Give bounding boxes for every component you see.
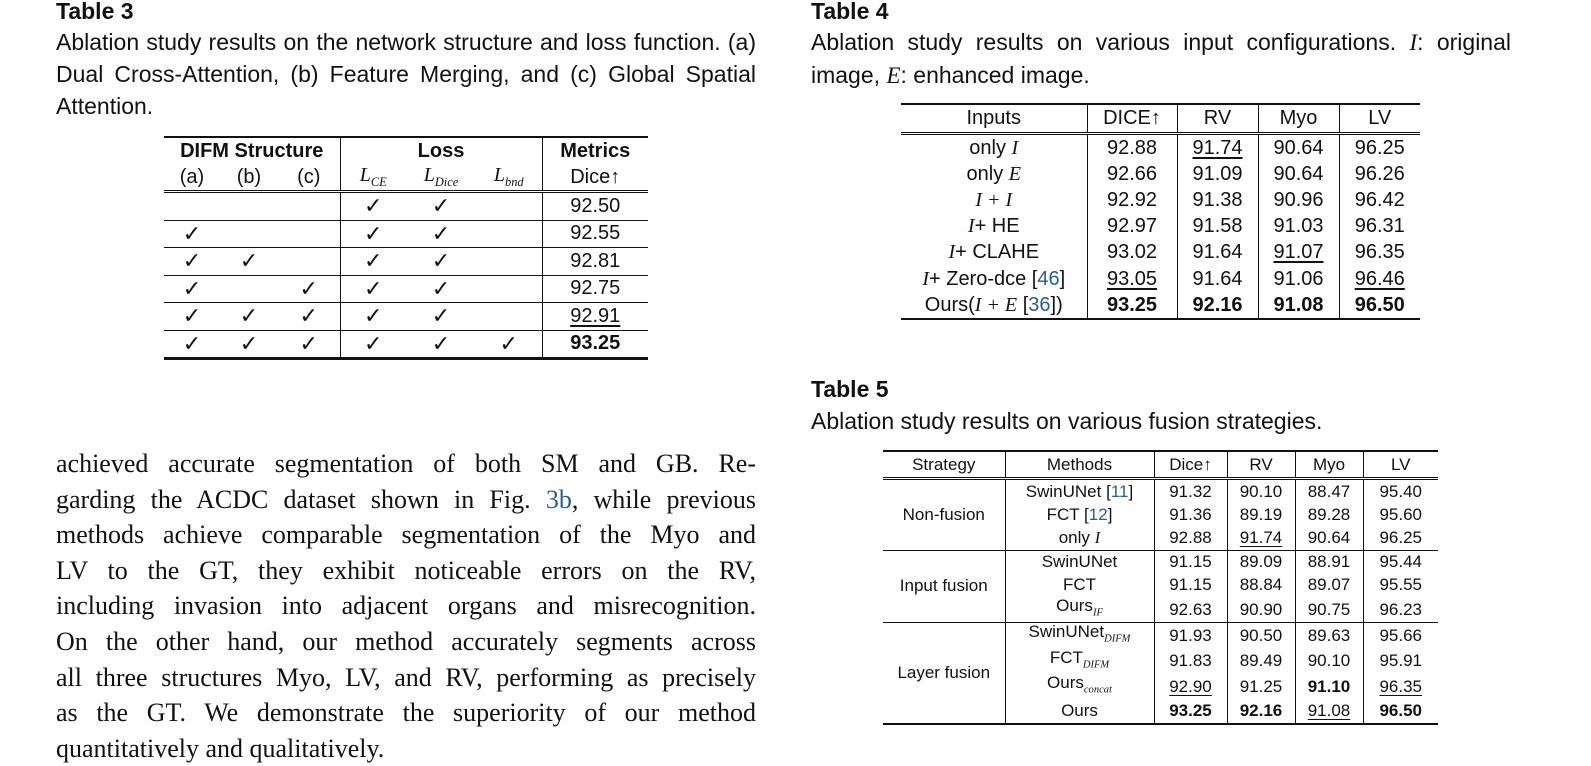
metric-value: 91.03 — [1258, 214, 1339, 240]
method-label: SwinUNet [11] — [1005, 479, 1154, 504]
paragraph-line: including invasion into adjacent organs and misrecognition. — [56, 591, 756, 621]
checkmark-icon: ✓ — [182, 220, 202, 246]
citation-link[interactable]: 46 — [1037, 267, 1060, 290]
metric-value: 96.31 — [1354, 215, 1405, 238]
metric-value: 90.90 — [1227, 597, 1295, 623]
metric-value: 90.96 — [1258, 187, 1339, 213]
check-cell-a — [164, 220, 220, 248]
metric-value: 89.09 — [1227, 550, 1295, 574]
dice-value: 92.75 — [542, 275, 648, 303]
metric-value: 89.19 — [1227, 503, 1295, 526]
check-cell-dice — [406, 192, 476, 221]
check-cell-b — [220, 303, 278, 331]
metric-value: 91.10 — [1295, 674, 1363, 699]
metric-value: 89.28 — [1295, 503, 1363, 526]
figure-link[interactable]: 3b — [545, 484, 572, 514]
metric-value: 96.42 — [1354, 188, 1405, 211]
strategy-label: Non-fusion — [883, 479, 1005, 551]
metric-value: 96.23 — [1379, 599, 1423, 619]
metric-value: 96.46 — [1354, 267, 1405, 290]
table4-caption: Ablation study results on various input configurations. I: original image, E: enhanced image. — [811, 29, 1511, 88]
metric-value: 92.66 — [1087, 161, 1177, 187]
checkmark-icon: ✓ — [431, 330, 451, 356]
input-label: only E — [901, 161, 1087, 187]
body-paragraph — [56, 446, 756, 766]
metric-value: 96.26 — [1354, 162, 1405, 185]
check-cell-bnd — [476, 275, 542, 303]
checkmark-icon: ✓ — [431, 220, 451, 246]
header-strategy: Strategy — [883, 451, 1005, 479]
check-cell-c — [278, 275, 340, 303]
metric-value: 92.97 — [1087, 214, 1177, 240]
table4 — [901, 103, 1420, 320]
metric-value: 91.83 — [1154, 649, 1227, 674]
table-row — [901, 161, 1420, 187]
check-cell-ce — [340, 330, 406, 359]
metric-value: 91.08 — [1295, 700, 1363, 724]
checkmark-icon: ✓ — [431, 193, 451, 219]
header-rv: RV — [1177, 104, 1258, 134]
check-cell-bnd — [476, 192, 542, 221]
metric-value: 88.47 — [1295, 479, 1363, 504]
metric-value: 89.63 — [1295, 623, 1363, 649]
metric-value: 95.66 — [1363, 623, 1438, 649]
metric-value: 91.15 — [1154, 550, 1227, 574]
header-a: (a) — [164, 164, 220, 192]
metric-value: 96.25 — [1379, 527, 1423, 547]
check-cell-dice — [406, 275, 476, 303]
metric-value: 95.60 — [1379, 504, 1423, 524]
table5-caption: Ablation study results on various fusion strategies. — [811, 408, 1323, 434]
paragraph-line: achieved accurate segmentation of both SM and GB. Re- — [56, 449, 756, 478]
metric-value: 92.90 — [1154, 674, 1227, 699]
checkmark-icon: ✓ — [182, 330, 202, 356]
method-label: SwinUNet — [1005, 550, 1154, 574]
check-cell-c — [278, 220, 340, 248]
strategy-label: Input fusion — [883, 550, 1005, 623]
checkmark-icon: ✓ — [364, 330, 383, 356]
metric-value: 92.88 — [1087, 134, 1177, 162]
table3-title: Table 3 — [56, 0, 134, 24]
checkmark-icon: ✓ — [239, 303, 259, 329]
checkmark-icon: ✓ — [364, 248, 383, 274]
metric-value: 92.88 — [1154, 526, 1227, 550]
header-dice: Dice↑ — [542, 164, 648, 192]
check-cell-c — [278, 192, 340, 221]
metric-value: 91.74 — [1227, 526, 1295, 550]
header-dice: Dice↑ — [1154, 451, 1227, 479]
check-cell-bnd — [476, 303, 542, 331]
checkmark-icon: ✓ — [364, 220, 383, 246]
checkmark-icon: ✓ — [364, 275, 383, 301]
checkmark-icon: ✓ — [299, 303, 318, 329]
table-row — [901, 187, 1420, 213]
metric-value: 91.25 — [1227, 674, 1295, 699]
check-cell-bnd — [476, 220, 542, 248]
metric-value: 88.84 — [1227, 574, 1295, 597]
dice-value: 92.81 — [542, 248, 648, 276]
checkmark-icon: ✓ — [182, 275, 202, 301]
metric-value: 96.35 — [1379, 676, 1423, 696]
metric-value: 91.32 — [1154, 479, 1227, 504]
citation-link[interactable]: 11 — [1110, 481, 1129, 501]
metric-value: 95.40 — [1363, 479, 1438, 504]
header-lv: LV — [1339, 104, 1420, 134]
metric-value: 91.93 — [1154, 623, 1227, 649]
table4-title: Table 4 — [811, 0, 889, 24]
metric-value: 96.50 — [1354, 293, 1405, 316]
metric-value: 93.25 — [1087, 292, 1177, 319]
paragraph-line: as the GT. We demonstrate the superiority of our method — [56, 698, 756, 728]
table-row — [164, 303, 648, 331]
table-row — [901, 292, 1420, 319]
check-cell-c — [278, 303, 340, 331]
checkmark-icon: ✓ — [182, 248, 202, 274]
method-label: FCT [12] — [1005, 503, 1154, 526]
header-lv: LV — [1363, 451, 1438, 479]
table-row — [883, 623, 1438, 649]
metric-value: 92.16 — [1177, 292, 1258, 319]
header-rv: RV — [1227, 451, 1295, 479]
check-cell-dice — [406, 220, 476, 248]
metric-value: 91.08 — [1258, 292, 1339, 319]
table-row — [164, 248, 648, 276]
header-c: (c) — [278, 164, 340, 192]
method-label: FCT — [1005, 574, 1154, 597]
metric-value: 91.06 — [1258, 266, 1339, 292]
checkmark-icon: ✓ — [299, 330, 318, 356]
check-cell-a — [164, 248, 220, 276]
check-cell-a — [164, 192, 220, 221]
checkmark-icon: ✓ — [239, 330, 259, 356]
check-cell-b — [220, 275, 278, 303]
metric-value: 92.16 — [1227, 700, 1295, 724]
method-label: Ours$_{IF}$ — [1005, 597, 1154, 623]
table-row — [901, 214, 1420, 240]
check-cell-b — [220, 220, 278, 248]
metric-value: 89.49 — [1227, 649, 1295, 674]
header-inputs: Inputs — [901, 104, 1087, 134]
metric-value: 91.64 — [1177, 266, 1258, 292]
header-metrics: Metrics — [560, 139, 631, 162]
dice-value: 92.50 — [542, 192, 648, 221]
metric-value: 91.07 — [1258, 240, 1339, 266]
checkmark-icon: ✓ — [431, 275, 451, 301]
table-row — [164, 220, 648, 248]
paragraph-line: methods achieve comparable segmentation of the Myo and — [56, 520, 756, 550]
paragraph-line: garding the ACDC dataset shown in Fig. 3b, while previous — [56, 484, 756, 514]
metric-value: 91.38 — [1177, 187, 1258, 213]
checkmark-icon: ✓ — [431, 303, 451, 329]
table5-title: Table 5 — [811, 376, 889, 402]
dice-value: 92.55 — [542, 220, 648, 248]
check-cell-ce — [340, 192, 406, 221]
check-cell-b — [220, 248, 278, 276]
metric-value: 93.25 — [1154, 700, 1227, 724]
check-cell-ce — [340, 275, 406, 303]
method-label: Ours$_{concat}$ — [1005, 674, 1154, 699]
table-row — [164, 330, 648, 359]
table-row — [901, 134, 1420, 162]
check-cell-a — [164, 275, 220, 303]
paragraph-line: quantitatively and qualitatively. — [56, 733, 385, 763]
metric-value: 96.50 — [1379, 701, 1423, 721]
table-row — [901, 266, 1420, 292]
check-cell-ce — [340, 220, 406, 248]
metric-value: 95.44 — [1363, 550, 1438, 574]
paragraph-line: all three structures Myo, LV, and RV, performing as precisely — [56, 662, 756, 692]
metric-value: 90.64 — [1258, 161, 1339, 187]
table3-caption: Ablation study results on the network structure and loss function. (a) Dual Cross-Attention, (b) Feature Merging, and (c) Global Spatial Attention. — [56, 29, 756, 119]
check-cell-b — [220, 330, 278, 359]
check-cell-dice — [406, 248, 476, 276]
checkmark-icon: ✓ — [299, 275, 318, 301]
checkmark-icon: ✓ — [364, 303, 383, 329]
checkmark-icon: ✓ — [364, 193, 383, 219]
header-methods: Methods — [1005, 451, 1154, 479]
header-dice: DICE↑ — [1087, 104, 1177, 134]
checkmark-icon: ✓ — [431, 248, 451, 274]
check-cell-a — [164, 330, 220, 359]
metric-value: 91.64 — [1177, 240, 1258, 266]
header-loss: Loss — [340, 137, 542, 164]
check-cell-bnd — [476, 248, 542, 276]
metric-value: 92.92 — [1087, 187, 1177, 213]
header-loss-bnd: $L_{bnd}$ — [476, 164, 542, 192]
input-label: Ours(I + E [36]) — [901, 292, 1087, 319]
table-row — [901, 240, 1420, 266]
method-label: SwinUNet$_{DIFM}$ — [1005, 623, 1154, 649]
check-cell-c — [278, 330, 340, 359]
header-b: (b) — [220, 164, 278, 192]
check-cell-ce — [340, 303, 406, 331]
checkmark-icon: ✓ — [182, 303, 202, 329]
citation-link[interactable]: 12 — [1088, 504, 1108, 524]
checkmark-icon: ✓ — [499, 330, 518, 356]
table5 — [883, 450, 1438, 725]
metric-value: 91.36 — [1154, 503, 1227, 526]
input-label: I + I — [901, 187, 1087, 213]
header-myo: Myo — [1295, 451, 1363, 479]
metric-value: 91.15 — [1154, 574, 1227, 597]
paragraph-line: On the other hand, our method accurately segments across — [56, 626, 756, 656]
input-label: I+ HE — [901, 214, 1087, 240]
paragraph-line: LV to the GT, they exhibit noticeable errors on the RV, — [56, 555, 756, 585]
metric-value: 90.64 — [1258, 134, 1339, 162]
check-cell-a — [164, 303, 220, 331]
metric-value: 90.75 — [1295, 597, 1363, 623]
header-difm-structure: DIFM Structure — [164, 137, 340, 164]
citation-link[interactable]: 36 — [1028, 293, 1051, 316]
table-row — [164, 275, 648, 303]
input-label: only I — [901, 134, 1087, 162]
table-row — [883, 550, 1438, 574]
dice-value: 93.25 — [570, 332, 621, 355]
metric-value: 95.91 — [1379, 651, 1423, 671]
strategy-label: Layer fusion — [883, 623, 1005, 724]
check-cell-ce — [340, 248, 406, 276]
check-cell-dice — [406, 303, 476, 331]
header-loss-dice: $L_{Dice}$ — [406, 164, 476, 192]
check-cell-bnd — [476, 330, 542, 359]
header-loss-ce: $L_{CE}$ — [340, 164, 406, 192]
table-row — [883, 479, 1438, 504]
metric-value: 89.07 — [1295, 574, 1363, 597]
method-label: Ours — [1005, 700, 1154, 724]
metric-value: 88.91 — [1295, 550, 1363, 574]
metric-value: 90.64 — [1295, 526, 1363, 550]
input-label: I+ Zero-dce [46] — [901, 266, 1087, 292]
metric-value: 91.58 — [1177, 214, 1258, 240]
metric-value: 96.25 — [1354, 136, 1405, 159]
metric-value: 93.02 — [1087, 240, 1177, 266]
metric-value: 91.74 — [1177, 134, 1258, 162]
method-label: $FCT_{DIFM}$ — [1005, 649, 1154, 674]
check-cell-b — [220, 192, 278, 221]
metric-value: 96.35 — [1354, 241, 1405, 264]
table-row — [164, 192, 648, 221]
metric-value: 92.63 — [1154, 597, 1227, 623]
metric-value: 95.55 — [1379, 575, 1423, 595]
metric-value: 90.10 — [1295, 649, 1363, 674]
metric-value: 93.05 — [1087, 266, 1177, 292]
method-label: only I — [1005, 526, 1154, 550]
dice-value: 92.91 — [542, 303, 648, 331]
check-cell-dice — [406, 330, 476, 359]
table3 — [164, 136, 648, 360]
check-cell-c — [278, 248, 340, 276]
header-myo: Myo — [1258, 104, 1339, 134]
metric-value: 90.50 — [1227, 623, 1295, 649]
metric-value: 90.10 — [1227, 479, 1295, 504]
checkmark-icon: ✓ — [239, 248, 259, 274]
input-label: I+ CLAHE — [901, 240, 1087, 266]
metric-value: 91.09 — [1177, 161, 1258, 187]
